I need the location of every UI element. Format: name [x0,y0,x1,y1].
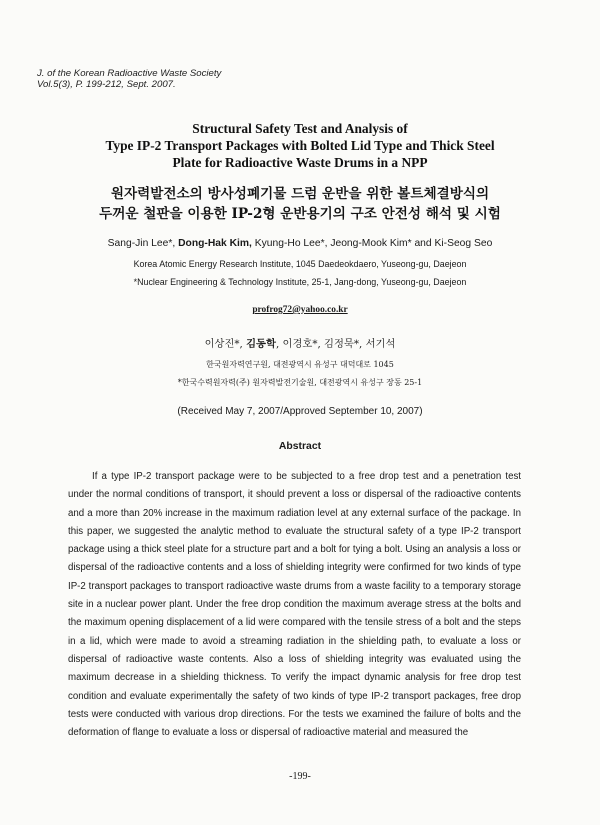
author-list-korean [0,335,600,350]
title-ko-line2: 두꺼운 철판을 이용한 IP-2형 운반용기의 구조 안전성 해석 및 시험 [99,206,501,222]
journal-volume: Vol.5(3), P. 199-212, Sept. 2007. [37,79,176,90]
affiliation-en-1: Korea Atomic Energy Research Institute, 1045 Daedeokdaero, Yuseong-gu, Daejeon [133,259,467,269]
journal-citation [37,68,221,90]
other-authors-ko: , 이경호*, 김정묵*, 서기석 [275,338,396,350]
title-english [0,120,600,171]
abstract-body [68,468,521,742]
corresponding-author: Dong-Hak Kim, [178,238,252,249]
received-date: (Received May 7, 2007/Approved September 10, 2007) [177,406,423,417]
author-1: Sang-Jin Lee*, [107,238,179,249]
author-ko-1: 이상진*, [204,338,247,350]
abstract-heading: Abstract [278,441,322,452]
title-en-line3: Plate for Radioactive Waste Drums in a NPP [172,155,428,170]
corresponding-email[interactable]: profrog72@yahoo.co.kr [252,305,348,315]
corresponding-author-ko: 김동학 [246,338,276,350]
other-authors: Kyung-Ho Lee*, Jeong-Mook Kim* and Ki-Seog Seo [251,238,493,249]
affiliation-en-2: *Nuclear Engineering & Technology Institute, 25-1, Jang-dong, Yuseong-gu, Daejeon [133,277,467,287]
title-en-line2: Type IP-2 Transport Packages with Bolted Lid Type and Thick Steel [105,138,495,153]
title-ko-line1: 원자력발전소의 방사성폐기물 드럼 운반을 위한 볼트체결방식의 [110,186,490,202]
page-number: -199- [289,771,311,782]
abstract-paragraph: If a type IP-2 transport package were to be subjected to a free drop test and a penetration test under the normal conditions of transport, it should prevent a loss or dispersal of the radioactive contents and a more than 20% increase in the maximum radiation level at any external surface of the package. In this paper, we suggested the analytic method to evaluate the structural safety of a type IP-2 transport package using a thick steel plate for a structure part and a bolt for tying a bolt. Using an analysis a loss or dispersal of the radioactive contents and a loss of shielding integrity were confirmed for two kinds of type IP-2 transport packages to transport radioactive waste drums from a waste facility to a temporary storage site in a nuclear power plant. Under the free drop condition the maximum average stress at the bolts and the maximum opening displacement of a lid were compared with the tensile stress of a bolt and the steps in a lid, which were made to avoid a streaming radiation in the shielding path, to evaluate a loss or dispersal of radioactive waste contents. Also a loss of shielding integrity was evaluated using the maximum decrease in a shielding thickness. To verify the impact dynamic analysis for free drop test condition and evaluate experimentally the safety of two kinds of type IP-2 transport packages, free drop tests were conducted with various drop directions. For the tests we examined the failure of bolts and the deformation of flange to evaluate a loss or dispersal of radioactive material and measured the [68,471,521,739]
author-list-english [0,237,600,251]
title-en-line1: Structural Safety Test and Analysis of [192,121,408,136]
journal-name: J. of the Korean Radioactive Waste Society [37,68,222,79]
title-korean [0,184,600,224]
affiliation-ko-1: 한국원자력연구원, 대전광역시 유성구 대덕대로 1045 [206,360,394,369]
affiliation-ko-2: *한국수력원자력(주) 원자력발전기술원, 대전광역시 유성구 장동 25-1 [177,378,423,387]
